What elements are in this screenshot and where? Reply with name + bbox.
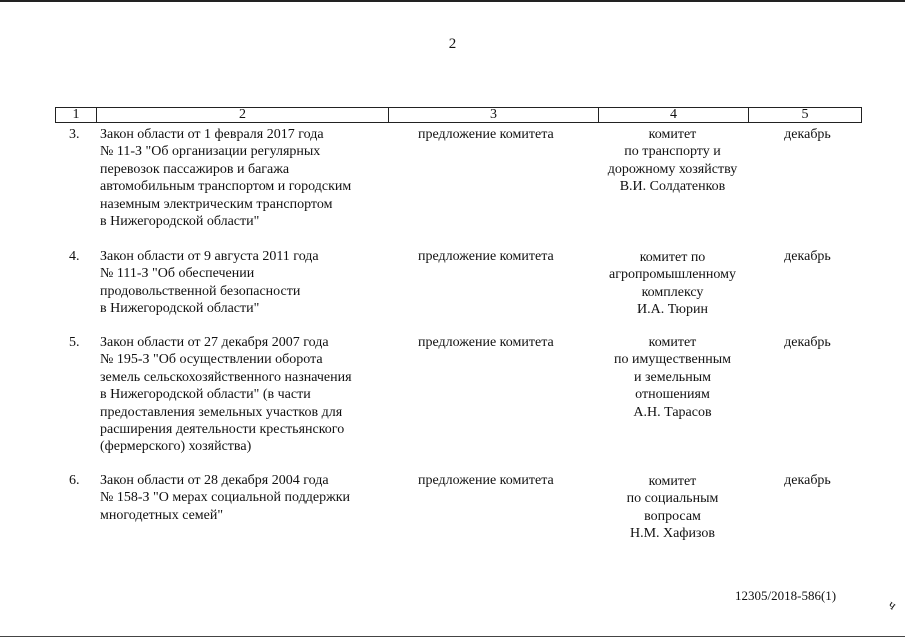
committee-text-line: комитет	[648, 335, 697, 350]
law-text-line: наземным электрическим транспортом	[100, 196, 333, 212]
committee-text-line: комитет по	[639, 250, 706, 265]
law-text-line: в Нижегородской области"	[100, 214, 260, 230]
law-text-line: расширения деятельности крестьянского	[100, 422, 345, 438]
law-text-line: Закон области от 9 августа 2011 года	[100, 249, 319, 264]
committee-text-line: Н.М. Хафизов	[629, 526, 715, 542]
law-text-line: Закон области от 27 декабря 2007 года	[100, 335, 329, 350]
top-border-line	[0, 0, 905, 2]
column-header-number: 1	[56, 108, 97, 122]
committee-text-line: комитет	[648, 474, 697, 489]
committee-cell	[600, 473, 745, 543]
law-title-cell	[100, 126, 384, 230]
column-header-committee: 4	[599, 108, 749, 122]
committee-text-line: дорожному хозяйству	[607, 161, 738, 177]
law-title-cell	[100, 334, 384, 456]
law-text-line: многодетных семей"	[100, 507, 224, 523]
committee-cell	[600, 249, 745, 319]
law-text-line: в Нижегородской области"	[100, 301, 260, 317]
column-header-month: 5	[801, 107, 809, 122]
committee-text-line: отношениям	[635, 387, 710, 403]
proposal-cell: предложение комитета	[418, 127, 554, 142]
deadline-month-cell: декабрь	[784, 473, 831, 488]
column-header-law: 2	[97, 108, 389, 122]
column-header-proposal: 3	[389, 108, 599, 122]
committee-cell	[600, 334, 745, 421]
law-title-cell	[100, 472, 384, 524]
row-number: 4.	[69, 249, 80, 264]
committee-text-line: по имущественным	[613, 352, 731, 368]
committee-text-line: вопросам	[644, 508, 701, 524]
committee-text-line: комитет	[648, 127, 697, 142]
table-header-row	[55, 107, 862, 123]
committee-text-line: А.Н. Тарасов	[633, 404, 712, 420]
committee-text-line: по социальным	[626, 491, 719, 507]
committee-text-line: агропромышленному	[608, 267, 736, 283]
law-text-line: № 158-З "О мерах социальной поддержки	[100, 490, 351, 506]
document-reference-number: 12305/2018-586(1)	[735, 588, 837, 603]
law-title-cell	[100, 248, 384, 318]
law-text-line: земель сельскохозяйственного назначения	[100, 369, 352, 385]
law-text-line: автомобильным транспортом и городским	[100, 179, 352, 195]
committee-text-line: по транспорту и	[624, 144, 721, 160]
committee-text-line: и земельным	[634, 369, 711, 385]
law-text-line: продовольственной безопасности	[100, 283, 301, 299]
committee-text-line: И.А. Тюрин	[636, 302, 709, 318]
deadline-month-cell: декабрь	[784, 127, 831, 142]
law-text-line: № 11-З "Об организации регулярных	[100, 144, 321, 160]
committee-text-line: комплексу	[641, 284, 704, 300]
law-text-line: Закон области от 28 декабря 2004 года	[100, 473, 329, 488]
law-text-line: в Нижегородской области" (в части	[100, 387, 311, 403]
committee-cell	[600, 126, 745, 196]
proposal-cell: предложение комитета	[418, 473, 554, 488]
law-text-line: Закон области от 1 февраля 2017 года	[100, 127, 324, 142]
bottom-border-line	[0, 636, 905, 637]
law-text-line: № 195-З "Об осуществлении оборота	[100, 352, 323, 368]
row-number: 6.	[69, 473, 80, 488]
law-text-line: № 111-З "Об обеспечении	[100, 266, 255, 282]
scan-corner-mark: ч	[885, 596, 900, 613]
law-text-line: перевозок пассажиров и багажа	[100, 161, 290, 177]
law-text-line: (фермерского) хозяйства)	[100, 439, 252, 455]
row-number: 3.	[69, 127, 80, 142]
law-text-line: предоставления земельных участков для	[100, 404, 343, 420]
row-number: 5.	[69, 335, 80, 350]
proposal-cell: предложение комитета	[418, 249, 554, 264]
deadline-month-cell: декабрь	[784, 335, 831, 350]
committee-text-line: В.И. Солдатенков	[619, 179, 726, 195]
deadline-month-cell: декабрь	[784, 249, 831, 264]
proposal-cell: предложение комитета	[418, 335, 554, 350]
page-number: 2	[448, 36, 457, 52]
